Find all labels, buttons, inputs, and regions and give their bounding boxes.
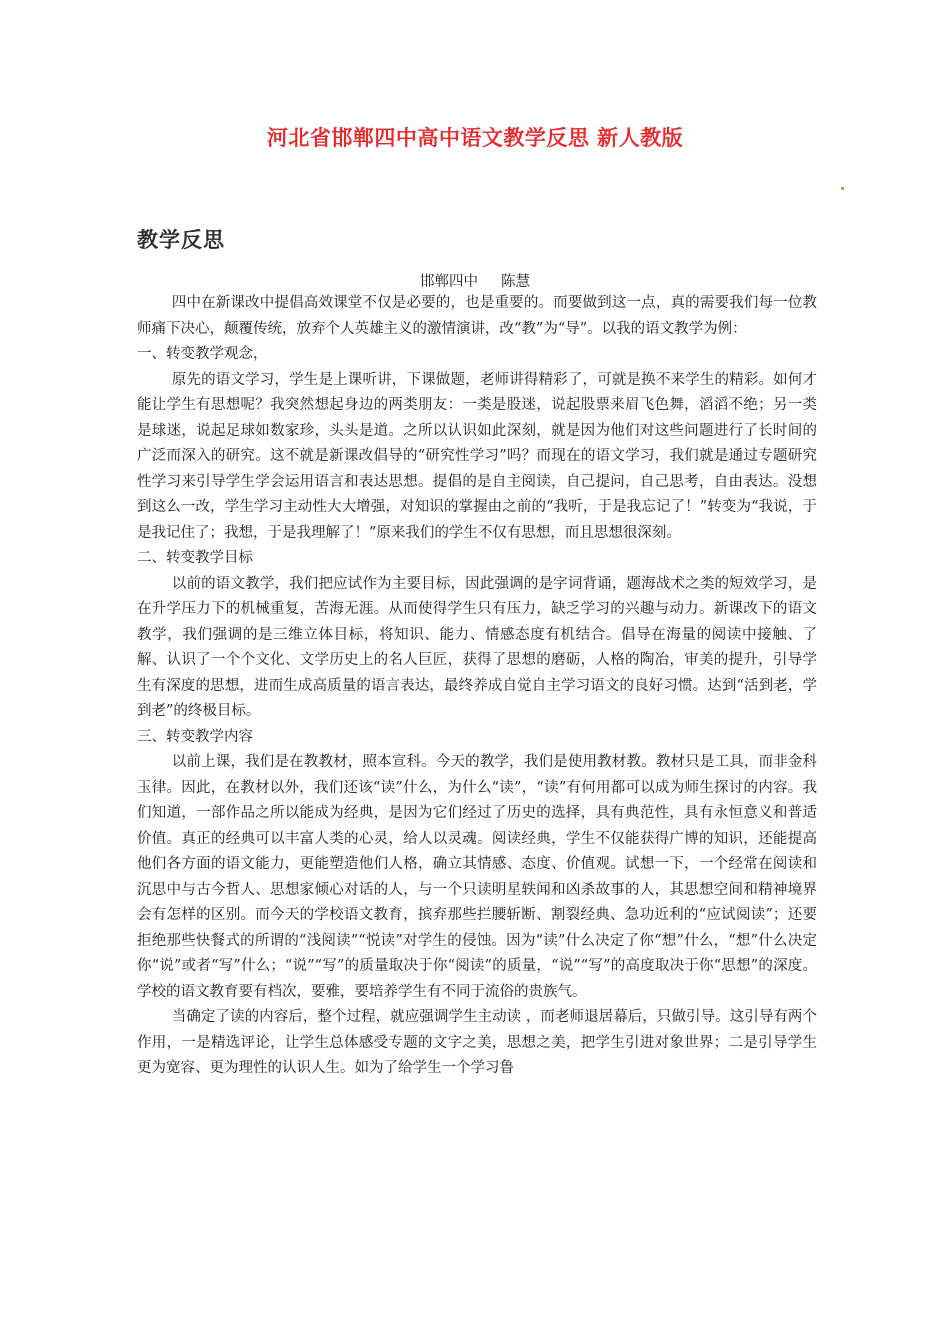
- heading-concept: 一、转变教学观念，: [137, 346, 268, 362]
- paragraph-concept: 原先的语文学习，学生是上课听讲，下课做题，老师讲得精彩了，可就是换不来学生的精彩。如何才能让学生有思想呢？我突然想起身边的两类朋友：一类是股迷，说起股票来眉飞色舞，滔滔不绝；另一类是球迷，说起足球如数家珍，头头是道。之所以认识如此深刻，就是因为他们对这些问题进行了长时间的广泛而深入的研究。这不就是新课改倡导的“研究性学习”吗？而现在的语文学习，我们就是通过专题研究性学习来引导学生学会运用语言和表达思想。提倡的是自主阅读，自己提问，自己思考，自由表达。没想到这么一改，学生学习主动性大大增强，对知识的掌握由之前的“我听，于是我忘记了！”转变为“我说，于是我记住了；我想，于是我理解了！”原来我们的学生不仅有思想，而且思想很深刻。: [137, 371, 818, 541]
- article-body: [137, 291, 817, 1082]
- section-heading: 教学反思: [137, 228, 225, 252]
- paragraph-goals: 以前的语文教学，我们把应试作为主要目标，因此强调的是字词背诵，题海战术之类的短效学习，是在升学压力下的机械重复，苦海无涯。从而使得学生只有压力，缺乏学习的兴趣与动力。新课改下的语文教学，我们强调的是三维立体目标，将知识、能力、情感态度有机结合。倡导在海量的阅读中接触、了解、认识了一个个文化、文学历史上的名人巨匠，获得了思想的磨砺，人格的陶冶，审美的提升，引导学生有深度的思想，进而生成高质量的语言表达，最终养成自觉自主学习语文的良好习惯。达到“活到老，学到老”的终极目标。: [137, 575, 817, 719]
- paragraph-intro: 四中在新课改中提倡高效课堂不仅是必要的，也是重要的。而要做到这一点，真的需要我们每一位教师痛下决心，颠覆传统，放弃个人英雄主义的激情演讲，改“教”为“导”。以我的语文教学为例：: [137, 295, 817, 337]
- document-title: 河北省邯郸四中高中语文教学反思 新人教版: [266, 126, 684, 150]
- heading-goals: 二、转变教学目标: [137, 550, 253, 566]
- paragraph-content: 以前上课，我们是在教教材，照本宣科。今天的教学，我们是使用教材教。教材只是工具，而非金科玉律。因此，在教材以外，我们还该“读”什么，为什么“读”，“读”有何用都可以成为师生探讨的内容。我们知道，一部作品之所以能成为经典，是因为它们经过了历史的选择，具有典范性，具有永恒意义和普适价值。真正的经典可以丰富人类的心灵，给人以灵魂。阅读经典，学生不仅能获得广博的知识，还能提高他们各方面的语文能力，更能塑造他们人格，确立其情感、态度、价值观。试想一下，一个经常在阅读和沉思中与古今哲人、思想家倾心对话的人，与一个只读明星轶闻和凶杀故事的人，其思想空间和精神境界会有怎样的区别。而今天的学校语文教育，摈弃那些拦腰斩断、割裂经典、急功近利的“应试阅读”；还要拒绝那些快餐式的所谓的“浅阅读”“悦读”对学生的侵蚀。因为“读”什么决定了你“想”什么，“想”什么决定你“说”或者“写”什么；“说”“写”的质量取决于你“阅读”的质量，“说”“写”的高度取决于你“思想”的深度。学校的语文教育要有档次，要雅，要培养学生有不同于流俗的贵族气。: [137, 754, 817, 1000]
- heading-content: 三、转变教学内容: [137, 728, 253, 745]
- author-line: 邯郸四中 陈慧: [419, 274, 531, 290]
- paragraph-reading: 当确定了读的内容后，整个过程，就应强调学生主动读 ，而老师退居幕后，只做引导。这引导有两个作用，一是精选评论，让学生总体感受专题的文字之美，思想之美，把学生引进对象世界；二是引导学生更为宽容、更为理性的认识人生。如为了给学生一个学习鲁: [137, 1009, 817, 1076]
- scan-speck: [841, 187, 844, 190]
